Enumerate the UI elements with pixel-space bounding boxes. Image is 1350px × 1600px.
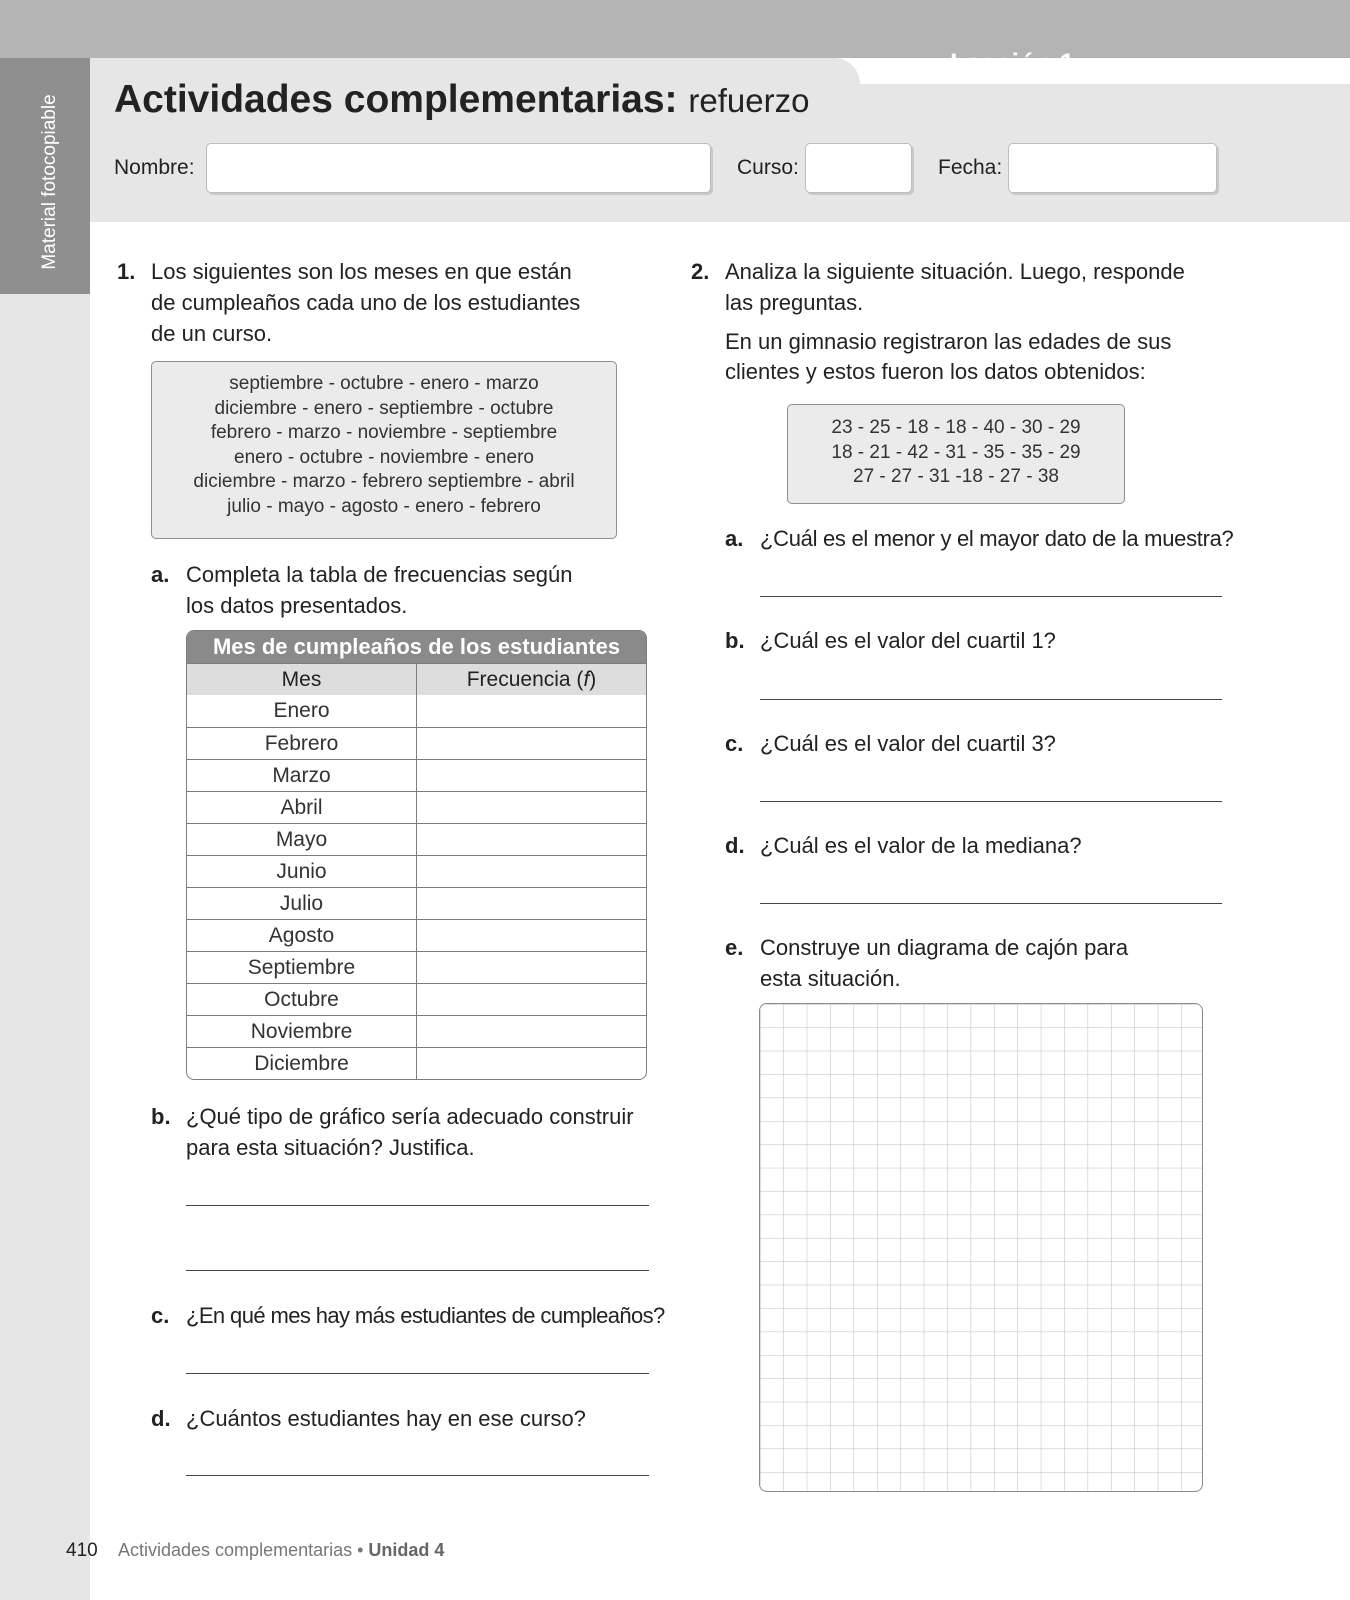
- question-1b-letter: b.: [151, 1104, 171, 1129]
- date-field[interactable]: [1008, 143, 1217, 193]
- month-cell: Septiembre: [187, 952, 417, 983]
- name-field[interactable]: [206, 143, 711, 193]
- question-1d-letter: d.: [151, 1406, 171, 1431]
- question-2a-text: ¿Cuál es el menor y el mayor dato de la muestra?: [760, 526, 1234, 551]
- answer-line-1c[interactable]: [186, 1373, 649, 1374]
- question-2c: [725, 728, 1220, 759]
- question-1c-text: ¿En qué mes hay más estudiantes de cumpleaños?: [186, 1303, 665, 1328]
- question-1d-text: ¿Cuántos estudiantes hay en ese curso?: [186, 1406, 586, 1431]
- month-cell: Febrero: [187, 728, 417, 759]
- month-cell: Junio: [187, 856, 417, 887]
- frequency-cell[interactable]: [417, 1048, 646, 1079]
- footer-unit: Unidad 4: [368, 1540, 445, 1560]
- table-row: [187, 727, 646, 759]
- question-1a-letter: a.: [151, 562, 170, 587]
- page-number: 410: [66, 1540, 98, 1561]
- name-label: Nombre:: [114, 156, 195, 179]
- table-row: [187, 1015, 646, 1047]
- table-row: [187, 791, 646, 823]
- frequency-cell[interactable]: [417, 792, 646, 823]
- frequency-cell[interactable]: [417, 888, 646, 919]
- frequency-cell[interactable]: [417, 920, 646, 951]
- question-2a: [725, 523, 1240, 554]
- question-2a-letter: a.: [725, 526, 744, 551]
- lesson-label: Lección 1: [950, 48, 1075, 78]
- month-cell: Abril: [187, 792, 417, 823]
- question-2e-line: Construye un diagrama de cajón para: [760, 935, 1129, 960]
- frequency-variable: f: [583, 668, 590, 691]
- ages-data-box: [787, 404, 1125, 504]
- question-2-line: las preguntas.: [725, 290, 864, 315]
- table-row: [187, 1047, 646, 1079]
- question-2b-text: ¿Cuál es el valor del cuartil 1?: [760, 628, 1056, 653]
- answer-line-2a[interactable]: [760, 596, 1222, 597]
- frequency-header-text: Frecuencia (: [466, 668, 584, 691]
- question-1-number: 1.: [117, 259, 136, 284]
- question-1c: [151, 1300, 666, 1331]
- month-cell: Mayo: [187, 824, 417, 855]
- intro-line: En un gimnasio registraron las edades de sus: [725, 329, 1172, 354]
- question-2c-letter: c.: [725, 731, 744, 756]
- question-2e-letter: e.: [725, 935, 744, 960]
- frequency-cell[interactable]: [417, 984, 646, 1015]
- frequency-cell[interactable]: [417, 824, 646, 855]
- question-2e: [725, 932, 1220, 994]
- top-bar: [0, 0, 1350, 58]
- month-cell: Enero: [187, 695, 417, 727]
- question-1b: [151, 1101, 656, 1163]
- question-1b-line: para esta situación? Justifica.: [186, 1135, 475, 1160]
- month-cell: Noviembre: [187, 1016, 417, 1047]
- frequency-cell[interactable]: [417, 728, 646, 759]
- footer-text: [118, 1540, 444, 1561]
- table-row: [187, 887, 646, 919]
- table-title: Mes de cumpleaños de los estudiantes: [187, 631, 646, 663]
- sidebar-label: Material fotocopiable: [39, 94, 60, 270]
- frequency-cell[interactable]: [417, 856, 646, 887]
- frequency-table: [186, 630, 647, 1080]
- table-row: [187, 855, 646, 887]
- grid-paper: [760, 1004, 1203, 1492]
- column-header-month: Mes: [187, 664, 417, 695]
- question-1: [117, 256, 631, 349]
- data-line: 23 - 25 - 18 - 18 - 40 - 30 - 29: [831, 417, 1081, 438]
- table-row: [187, 983, 646, 1015]
- data-line: diciembre - marzo - febrero septiembre - abril: [193, 471, 575, 492]
- frequency-header-end: ): [589, 668, 597, 691]
- data-line: 27 - 27 - 31 -18 - 27 - 38: [853, 466, 1059, 487]
- answer-line-2d[interactable]: [760, 903, 1222, 904]
- months-data-box: [151, 361, 617, 539]
- answer-line-1d[interactable]: [186, 1475, 649, 1476]
- footer-section: Actividades complementarias: [118, 1540, 353, 1560]
- box-plot-grid[interactable]: [759, 1003, 1203, 1492]
- question-1-line: de cumpleaños cada uno de los estudiantes: [151, 290, 581, 315]
- frequency-cell[interactable]: [417, 1016, 646, 1047]
- question-2: [691, 256, 1225, 318]
- title-bold: Actividades complementarias:: [114, 78, 678, 121]
- question-1-line: de un curso.: [151, 321, 273, 346]
- month-cell: Marzo: [187, 760, 417, 791]
- page-title: [114, 78, 809, 122]
- month-cell: Agosto: [187, 920, 417, 951]
- question-2b-letter: b.: [725, 628, 745, 653]
- question-1c-letter: c.: [151, 1303, 170, 1328]
- question-1d: [151, 1403, 656, 1434]
- table-row: [187, 759, 646, 791]
- title-rest: refuerzo: [688, 82, 810, 119]
- answer-line-1b-2[interactable]: [186, 1270, 649, 1271]
- frequency-cell[interactable]: [417, 952, 646, 983]
- frequency-cell[interactable]: [417, 695, 646, 727]
- question-1a: [151, 559, 646, 621]
- table-body: [187, 695, 646, 1079]
- course-field[interactable]: [805, 143, 912, 193]
- question-1a-line: Completa la tabla de frecuencias según: [186, 562, 573, 587]
- month-cell: Julio: [187, 888, 417, 919]
- date-label: Fecha:: [938, 156, 1003, 179]
- data-line: septiembre - octubre - enero - marzo: [229, 373, 539, 394]
- answer-line-2c[interactable]: [760, 801, 1222, 802]
- data-line: julio - mayo - agosto - enero - febrero: [227, 495, 541, 517]
- question-2b: [725, 625, 1220, 656]
- table-header-row: [187, 663, 646, 695]
- question-2d: [725, 830, 1220, 861]
- month-cell: Diciembre: [187, 1048, 417, 1079]
- intro-line: clientes y estos fueron los datos obtenidos:: [725, 359, 1146, 384]
- data-line: enero - octubre - noviembre - enero: [234, 446, 534, 468]
- table-row: [187, 695, 646, 727]
- question-2-line: Analiza la siguiente situación. Luego, responde: [725, 259, 1185, 284]
- table-row: [187, 823, 646, 855]
- month-cell: Octubre: [187, 984, 417, 1015]
- question-2c-text: ¿Cuál es el valor del cuartil 3?: [760, 731, 1056, 756]
- column-header-frequency: [417, 664, 646, 695]
- data-line: diciembre - enero - septiembre - octubre: [214, 397, 554, 419]
- question-2-intro: [725, 327, 1225, 387]
- question-2-number: 2.: [691, 259, 710, 284]
- frequency-cell[interactable]: [417, 760, 646, 791]
- answer-line-2b[interactable]: [760, 699, 1222, 700]
- question-1a-line: los datos presentados.: [186, 593, 408, 618]
- question-1b-line: ¿Qué tipo de gráfico sería adecuado construir: [186, 1104, 634, 1129]
- footer-separator: •: [352, 1540, 369, 1560]
- question-2d-text: ¿Cuál es el valor de la mediana?: [760, 833, 1082, 858]
- table-row: [187, 951, 646, 983]
- course-label: Curso:: [737, 156, 799, 179]
- table-row: [187, 919, 646, 951]
- question-1-line: Los siguientes son los meses en que están: [151, 259, 572, 284]
- data-line: febrero - marzo - noviembre - septiembre: [210, 422, 558, 443]
- question-2e-line: esta situación.: [760, 966, 901, 991]
- question-2d-letter: d.: [725, 833, 745, 858]
- data-line: 18 - 21 - 42 - 31 - 35 - 35 - 29: [831, 441, 1081, 463]
- answer-line-1b-1[interactable]: [186, 1205, 649, 1206]
